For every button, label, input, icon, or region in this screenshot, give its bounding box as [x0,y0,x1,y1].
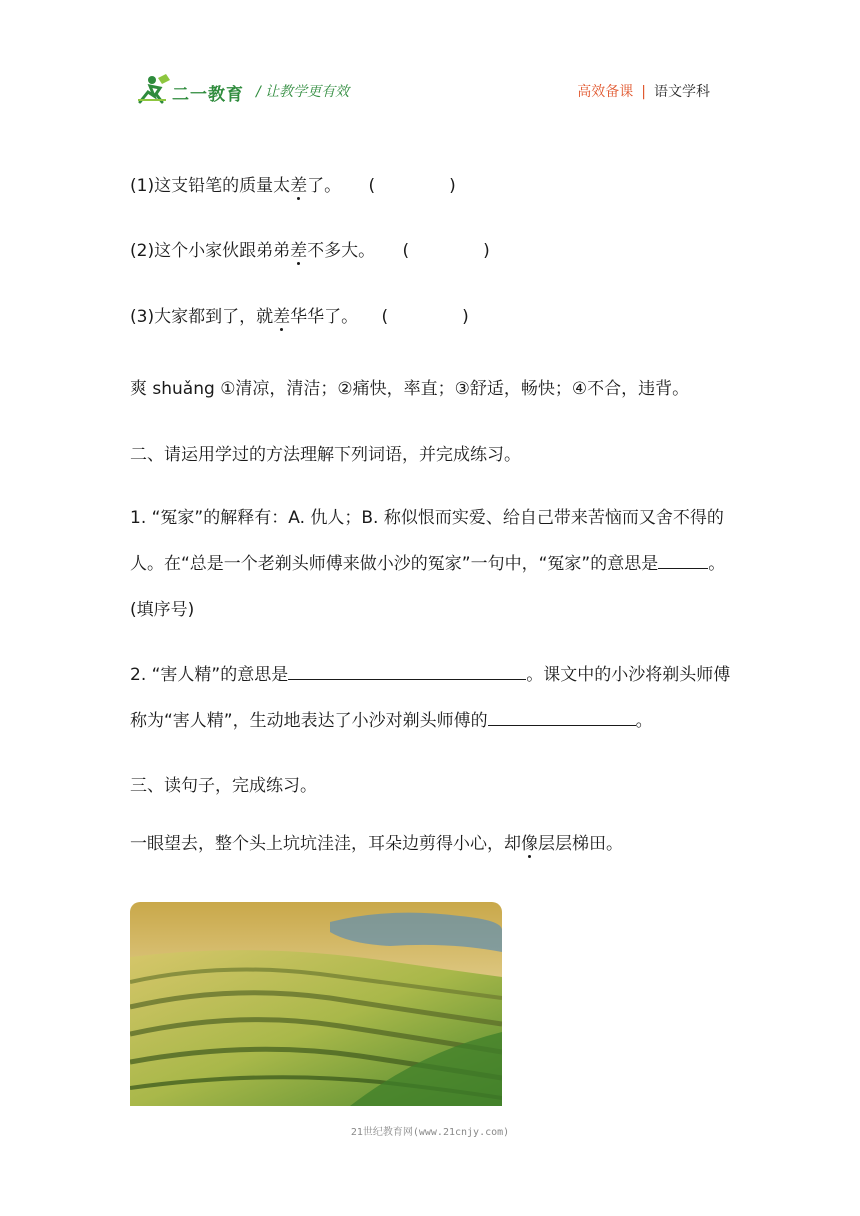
section-2-heading: 二、请运用学过的方法理解下列词语，并完成练习。 [130,445,521,465]
item-3-dotted-char: 差 [273,307,291,327]
question-2-part-c: 。 [635,711,653,731]
footer-source: 21世纪教育网(www.21cnjy.com) [350,1127,510,1138]
item-1-paren-open: ( [368,176,376,196]
sentence-pre: 一眼望去，整个头上坑坑洼洼，耳朵边剪得小心，却 [130,834,521,854]
item-3-pre: (3)大家都到了，就 [130,307,274,327]
slogan: / 让教学更有效 [256,84,350,100]
item-2-paren-open: ( [402,241,410,261]
item-2-paren-close: ) [483,241,490,261]
terraced-fields-image [130,902,502,1106]
header-label-a: 高效备课 [577,84,634,100]
header-subject [577,81,710,101]
page-header [0,0,860,130]
item-1-dotted-char: 差 [290,176,308,196]
item-3 [130,305,469,329]
item-1-pre: (1)这支铅笔的质量太 [130,176,291,196]
question-1-blank[interactable] [658,550,708,569]
item-2-dotted-char: 差 [290,241,308,261]
item-3-paren-open: ( [381,307,389,327]
item-3-paren-close: ) [462,307,469,327]
reading-sentence [130,832,623,856]
item-2 [130,239,490,263]
header-label-b: 语文学科 [654,84,710,100]
section-3-heading: 三、读句子，完成练习。 [130,776,317,796]
item-1-paren-close: ) [449,176,456,196]
item-1 [130,174,456,198]
question-2-part-a: 2. “害人精”的意思是 [130,665,289,685]
question-2-blank-2[interactable] [488,707,636,726]
question-1-tail: 。(填序号) [130,554,726,620]
definition: 爽 shuǎng ①清凉，清洁；②痛快，率直；③舒适，畅快；④不合，违背。 [130,379,690,399]
sentence-post: 层层梯田。 [538,834,623,854]
item-3-post: 华华了。 [290,307,359,327]
question-2 [130,652,735,744]
item-2-pre: (2)这个小家伙跟弟弟 [130,241,291,261]
question-2-part-b: 。课文中的小沙将剃头师傅称为“害人精”，生动地表达了小沙对剃头师傅的 [130,665,731,731]
header-separator: | [641,84,646,100]
question-1 [130,495,735,633]
item-2-post: 不多大。 [307,241,376,261]
item-1-post: 了。 [307,176,342,196]
sentence-dotted-char: 像 [521,834,538,854]
question-2-blank-1[interactable] [288,661,526,680]
logo-text: 二一教育 [172,85,244,105]
question-1-text: 1. “冤家”的解释有：A. 仇人；B. 称似恨而实爱、给自己带来苦恼而又舍不得的人。在“总是一个老剃头师傅来做小沙的冤家”一句中，“冤家”的意思是 [130,508,724,574]
